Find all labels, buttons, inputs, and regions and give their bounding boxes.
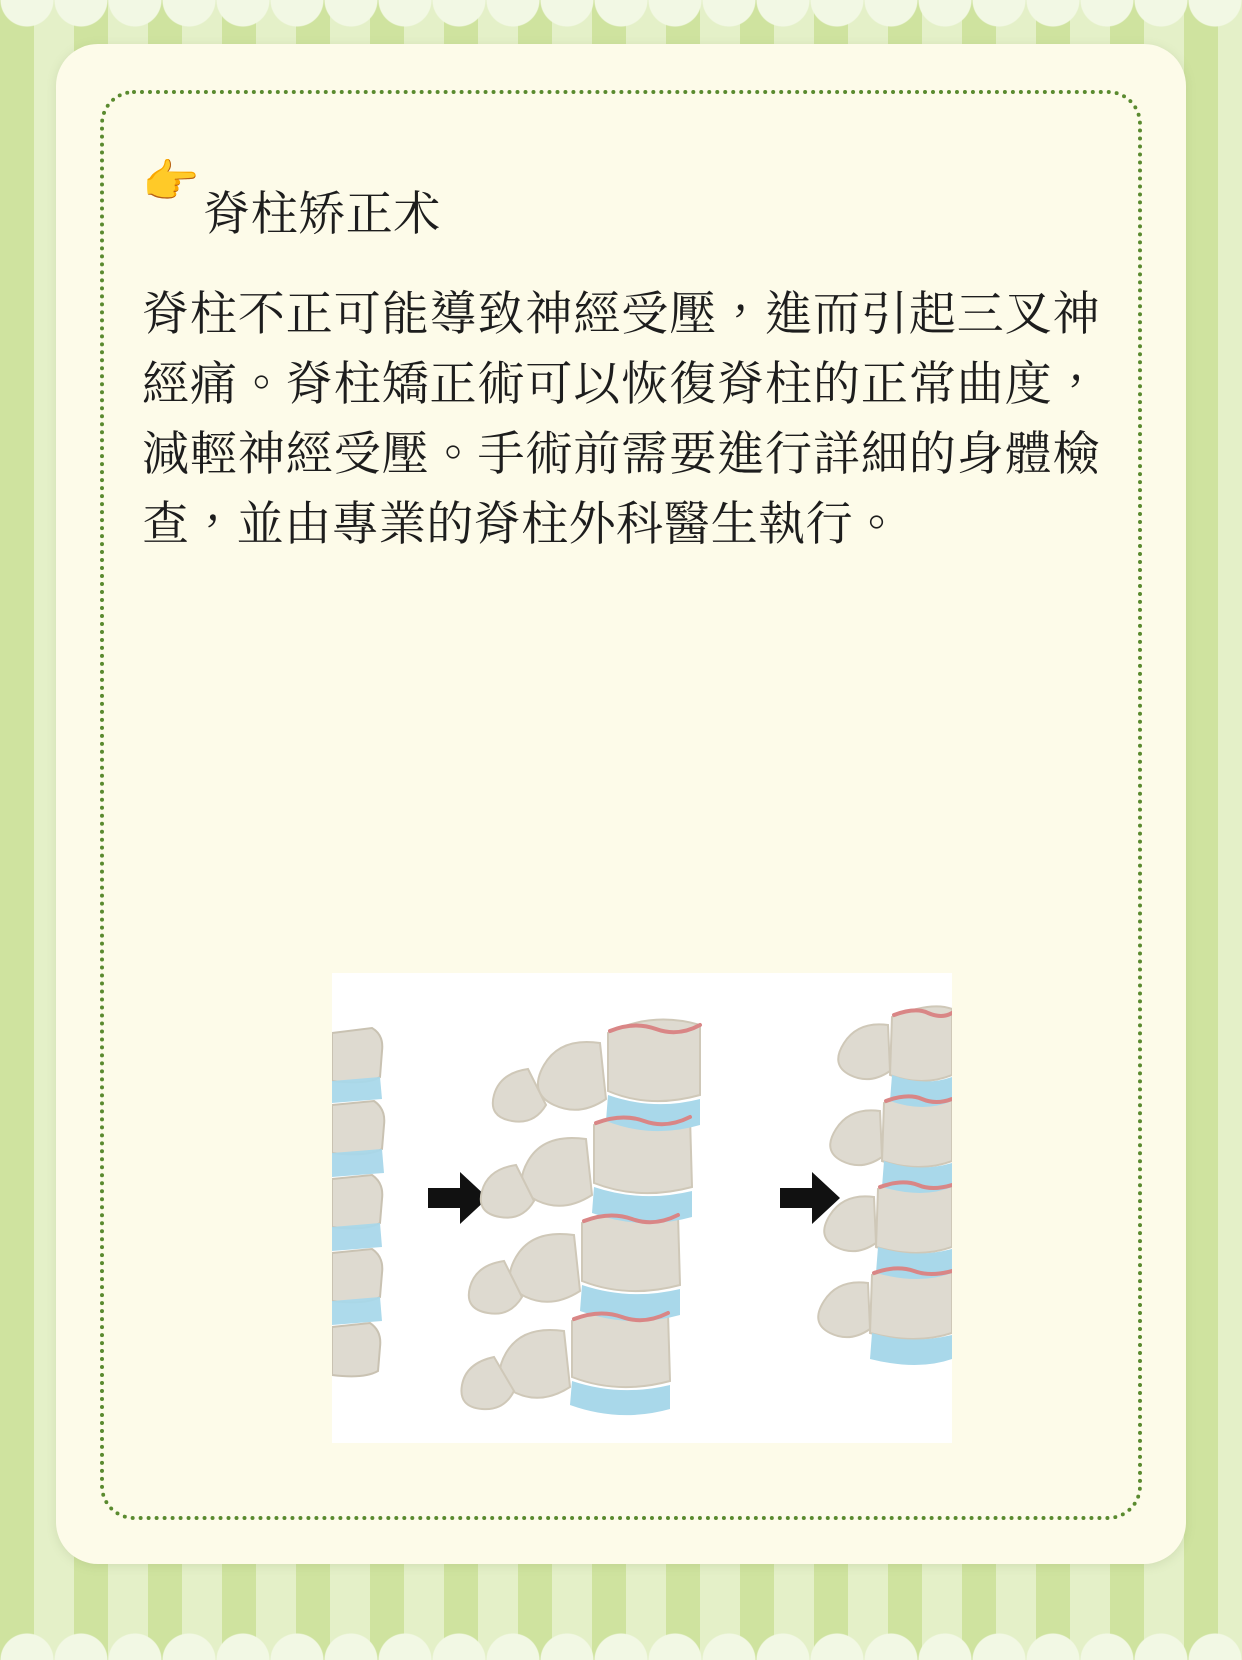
page-title: 脊柱矫正术	[203, 187, 441, 241]
note-card	[56, 44, 1186, 1564]
article-body: 脊柱不正可能導致神經受壓，進而引起三叉神經痛。脊柱矯正術可以恢復脊柱的正常曲度，減輕神經受壓。手術前需要進行詳細的身體檢查，並由專業的脊柱外科醫生執行。	[142, 286, 1100, 550]
scallop-edge-bottom	[0, 1626, 1242, 1660]
spine-figure-svg	[332, 973, 952, 1443]
pointing-hand-icon: 👉	[142, 155, 200, 207]
article-content	[142, 154, 1100, 606]
scallop-edge-top	[0, 0, 1242, 34]
spine-alignment-illustration	[332, 973, 952, 1443]
heading-row	[142, 154, 1100, 275]
